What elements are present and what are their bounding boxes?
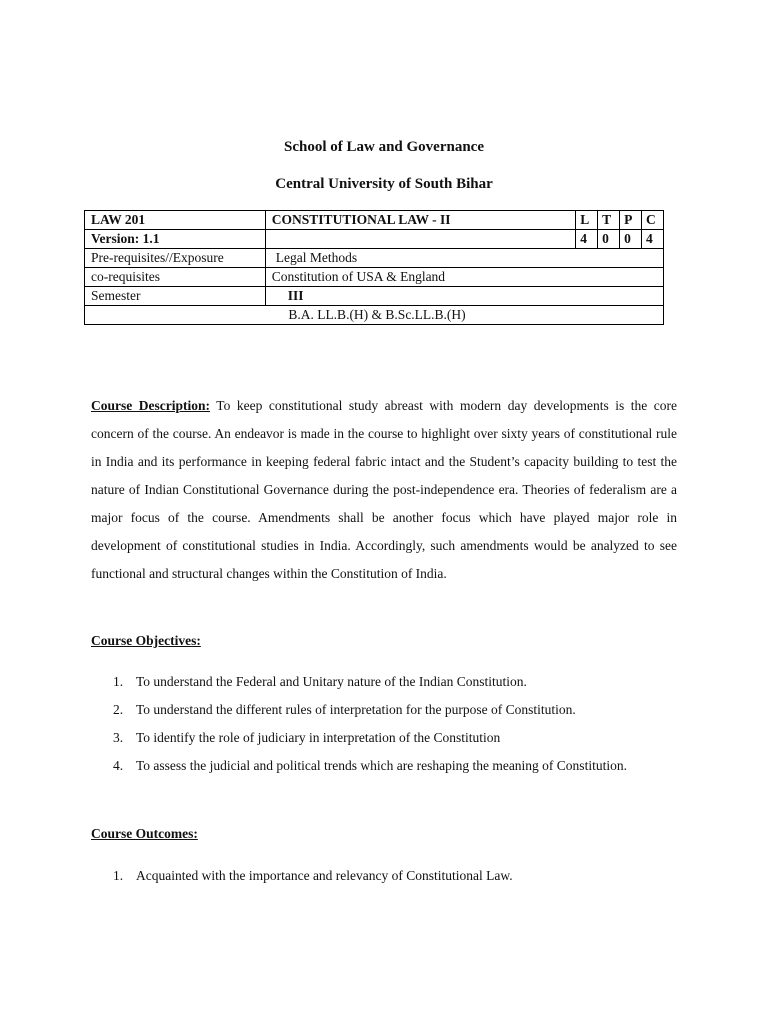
course-title: CONSTITUTIONAL LAW - II [265,211,575,230]
list-text: To understand the different rules of interpretation for the purpose of Constitution. [136,702,576,717]
table-row [85,230,664,249]
course-code: LAW 201 [85,211,266,230]
objectives-list [91,668,677,780]
school-title: School of Law and Governance [283,139,484,155]
list-number: 4. [113,758,124,773]
course-objectives-heading: Course Objectives: [91,633,201,648]
course-description-label: Course Description: [91,398,211,413]
ltpc-label-l: L [576,211,598,230]
course-info-table [84,210,664,325]
table-row [85,211,664,230]
programme-name: B.A. LL.B.(H) & B.Sc.LL.B.(H) [85,306,664,325]
course-outcomes-heading: Course Outcomes: [91,826,198,841]
prereq-label: Pre-requisites//Exposure [85,249,266,268]
coreq-value: Constitution of USA & England [265,268,663,287]
ltpc-value-t: 0 [598,230,620,249]
list-text: Acquainted with the importance and relevancy of Constitutional Law. [136,868,513,883]
list-item [91,696,677,724]
list-item [91,724,677,752]
list-number: 3. [113,730,124,745]
ltpc-value-l: 4 [576,230,598,249]
ltpc-label-t: T [598,211,620,230]
list-number: 1. [113,868,124,883]
table-row [85,268,664,287]
prereq-value: Legal Methods [265,249,663,268]
list-number: 2. [113,702,124,717]
coreq-label: co-requisites [85,268,266,287]
ltpc-value-c: 4 [642,230,664,249]
empty-cell [265,230,575,249]
ltpc-value-p: 0 [620,230,642,249]
list-item [91,862,677,890]
table-row [85,306,664,325]
semester-label: Semester [85,287,266,306]
list-text: To identify the role of judiciary in interpretation of the Constitution [136,730,501,745]
list-text: To understand the Federal and Unitary nature of the Indian Constitution. [136,674,527,689]
ltpc-label-c: C [642,211,664,230]
course-version: Version: 1.1 [85,230,266,249]
list-number: 1. [113,674,124,689]
outcomes-list [91,862,677,890]
list-text: To assess the judicial and political trends which are reshaping the meaning of Constitution. [136,758,627,773]
university-title: Central University of South Bihar [275,176,493,192]
semester-value: III [265,287,663,306]
table-row [85,287,664,306]
table-row [85,249,664,268]
list-item [91,752,677,780]
list-item [91,668,677,696]
course-description [91,392,677,588]
ltpc-label-p: P [620,211,642,230]
course-description-text: To keep constitutional study abreast with modern day developments is the core concern of the course. An endeavor is made in the course to highlight over sixty years of constitutional rule in India and its performance in keeping federal fabric intact and the Student’s capacity building to test the nature of Indian Constitutional Governance during the post-independence era. Theories of federalism are a major focus of the course. Amendments shall be another focus which have played major role in development of constitutional studies in India. Accordingly, such amendments would be analyzed to see functional and structural changes within the Constitution of India. [91,398,677,581]
